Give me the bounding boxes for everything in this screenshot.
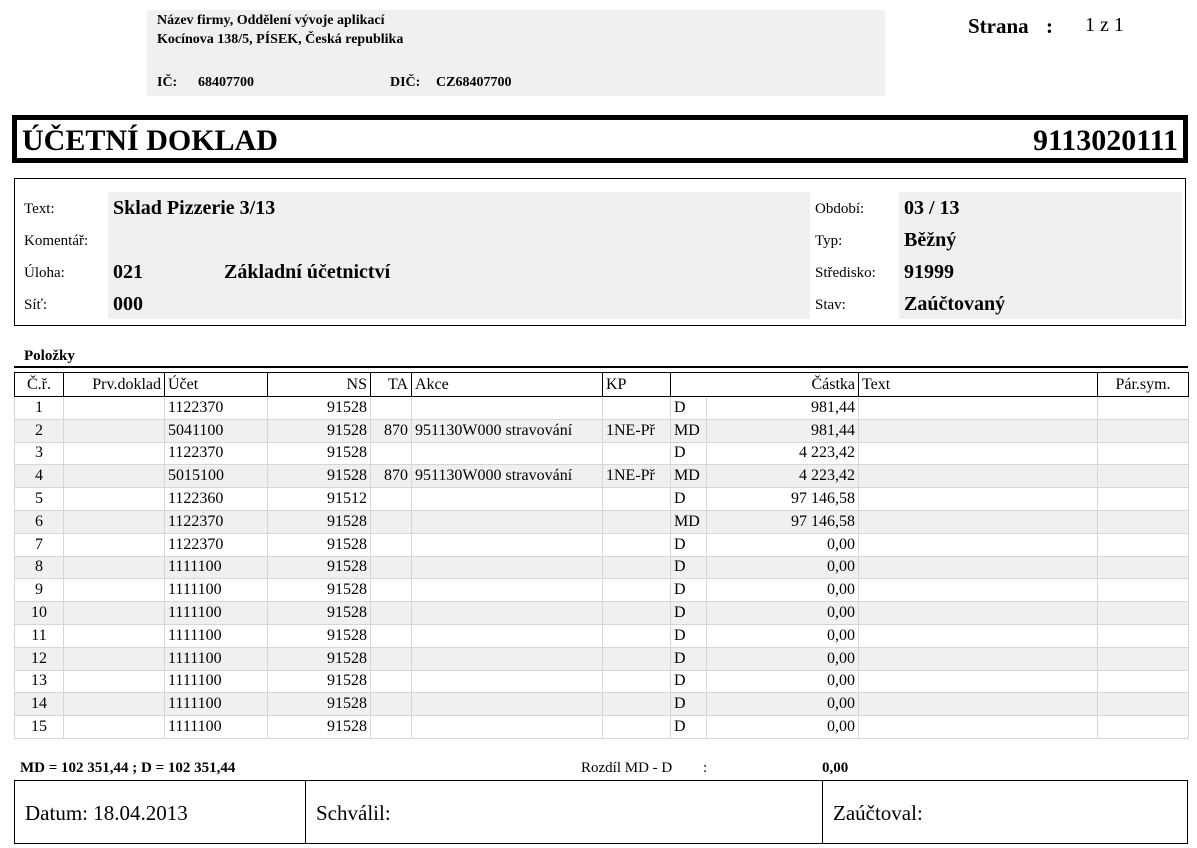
cell-amount: 0,00	[707, 602, 859, 625]
cell-text	[859, 670, 1098, 693]
col-header-primary-doc: Prv.doklad	[64, 373, 165, 397]
text-value: Sklad Pizzerie 3/13	[113, 197, 276, 219]
cell-action	[412, 510, 603, 533]
cell-amount: 0,00	[707, 533, 859, 556]
period-value: 03 / 13	[904, 197, 960, 219]
cell-row-number: 13	[15, 670, 64, 693]
cell-account: 1122370	[165, 510, 268, 533]
cell-side: D	[671, 670, 707, 693]
cell-text	[859, 602, 1098, 625]
cell-ns: 91528	[268, 419, 371, 442]
cell-side: D	[671, 624, 707, 647]
cell-row-number: 11	[15, 624, 64, 647]
cell-text	[859, 533, 1098, 556]
cell-pair-symbol	[1098, 556, 1189, 579]
cell-text	[859, 693, 1098, 716]
cell-ns: 91528	[268, 693, 371, 716]
cell-side: D	[671, 442, 707, 465]
cell-account: 1122370	[165, 442, 268, 465]
cell-side: D	[671, 716, 707, 739]
table-row	[15, 624, 1189, 647]
cell-ta	[371, 556, 412, 579]
cell-row-number: 9	[15, 579, 64, 602]
net-label: Síť:	[24, 297, 48, 313]
page-colon: :	[1046, 14, 1053, 38]
cell-ta	[371, 647, 412, 670]
cell-primary-doc	[64, 556, 165, 579]
cell-amount: 0,00	[707, 579, 859, 602]
cell-primary-doc	[64, 397, 165, 420]
cell-ns: 91528	[268, 442, 371, 465]
cell-kp	[603, 442, 671, 465]
table-row	[15, 442, 1189, 465]
cell-amount: 0,00	[707, 716, 859, 739]
items-table	[14, 372, 1189, 739]
cell-pair-symbol	[1098, 510, 1189, 533]
cell-ta	[371, 533, 412, 556]
cell-text	[859, 647, 1098, 670]
cell-amount: 981,44	[707, 419, 859, 442]
cell-pair-symbol	[1098, 488, 1189, 511]
document-title: ÚČETNÍ DOKLAD	[22, 124, 278, 157]
ic-value: 68407700	[198, 75, 254, 90]
col-header-amount: Částka	[707, 373, 859, 397]
cell-side: D	[671, 488, 707, 511]
table-row	[15, 465, 1189, 488]
cell-text	[859, 397, 1098, 420]
totals-summary: MD = 102 351,44 ; D = 102 351,44	[20, 760, 236, 776]
table-row	[15, 488, 1189, 511]
cell-amount: 981,44	[707, 397, 859, 420]
items-title: Položky	[24, 348, 75, 364]
cell-ns: 91528	[268, 602, 371, 625]
cell-amount: 0,00	[707, 693, 859, 716]
cell-ta: 870	[371, 419, 412, 442]
approved-label: Schválil:	[316, 801, 391, 825]
cell-account: 1111100	[165, 647, 268, 670]
cell-kp	[603, 556, 671, 579]
cell-amount: 0,00	[707, 670, 859, 693]
cell-kp	[603, 716, 671, 739]
net-value: 000	[113, 293, 143, 315]
table-row	[15, 693, 1189, 716]
page-label: Strana	[968, 14, 1029, 38]
cell-action	[412, 693, 603, 716]
cell-ns: 91528	[268, 647, 371, 670]
col-header-side	[671, 373, 707, 397]
cell-ns: 91528	[268, 465, 371, 488]
cell-ns: 91528	[268, 533, 371, 556]
cell-ns: 91528	[268, 716, 371, 739]
cell-primary-doc	[64, 510, 165, 533]
cell-kp: 1NE-Př	[603, 465, 671, 488]
cell-text	[859, 624, 1098, 647]
cell-ta	[371, 670, 412, 693]
text-label: Text:	[24, 201, 55, 217]
cell-action: 951130W000 stravování	[412, 465, 603, 488]
cell-pair-symbol	[1098, 579, 1189, 602]
cell-action	[412, 556, 603, 579]
cell-kp	[603, 510, 671, 533]
cell-primary-doc	[64, 624, 165, 647]
cell-row-number: 2	[15, 419, 64, 442]
cell-ns: 91528	[268, 556, 371, 579]
col-header-text: Text	[859, 373, 1098, 397]
company-address: Kocínova 138/5, PÍSEK, Česká republika	[157, 32, 404, 47]
cell-amount: 97 146,58	[707, 488, 859, 511]
page-value: 1 z 1	[1085, 14, 1124, 36]
cell-ta	[371, 579, 412, 602]
cell-ns: 91528	[268, 579, 371, 602]
cell-row-number: 5	[15, 488, 64, 511]
items-header-row	[15, 373, 1189, 397]
cell-kp	[603, 397, 671, 420]
cell-row-number: 10	[15, 602, 64, 625]
center-label: Středisko:	[815, 265, 876, 281]
company-name: Název firmy, Oddělení vývoje aplikací	[157, 13, 385, 28]
cell-row-number: 4	[15, 465, 64, 488]
cell-kp	[603, 602, 671, 625]
center-value: 91999	[904, 261, 954, 283]
table-row	[15, 556, 1189, 579]
cell-account: 1122360	[165, 488, 268, 511]
cell-account: 5041100	[165, 419, 268, 442]
posted-label: Zaúčtoval:	[833, 801, 923, 825]
cell-row-number: 15	[15, 716, 64, 739]
cell-kp: 1NE-Př	[603, 419, 671, 442]
cell-side: D	[671, 397, 707, 420]
signature-box	[14, 780, 1188, 844]
cell-action: 951130W000 stravování	[412, 419, 603, 442]
table-row	[15, 602, 1189, 625]
table-row	[15, 670, 1189, 693]
difference-colon: :	[703, 760, 708, 776]
cell-side: MD	[671, 510, 707, 533]
cell-side: D	[671, 556, 707, 579]
state-value: Zaúčtovaný	[904, 293, 1006, 315]
table-row	[15, 579, 1189, 602]
task-name: Základní účetnictví	[224, 261, 391, 283]
cell-kp	[603, 579, 671, 602]
cell-amount: 0,00	[707, 647, 859, 670]
cell-pair-symbol	[1098, 533, 1189, 556]
cell-action	[412, 533, 603, 556]
approved-cell	[306, 781, 823, 843]
cell-action	[412, 716, 603, 739]
type-label: Typ:	[815, 233, 843, 249]
cell-side: D	[671, 579, 707, 602]
state-label: Stav:	[815, 297, 846, 313]
cell-kp	[603, 488, 671, 511]
cell-row-number: 8	[15, 556, 64, 579]
cell-primary-doc	[64, 647, 165, 670]
cell-row-number: 3	[15, 442, 64, 465]
cell-action	[412, 602, 603, 625]
posted-cell	[823, 781, 1187, 843]
table-row	[15, 397, 1189, 420]
cell-ta	[371, 693, 412, 716]
cell-account: 1111100	[165, 716, 268, 739]
cell-pair-symbol	[1098, 647, 1189, 670]
date-cell	[15, 781, 306, 843]
ic-label: IČ:	[157, 75, 178, 90]
cell-text	[859, 579, 1098, 602]
cell-side: MD	[671, 419, 707, 442]
col-header-pair-symbol: Pár.sym.	[1098, 373, 1189, 397]
cell-ns: 91528	[268, 510, 371, 533]
cell-account: 5015100	[165, 465, 268, 488]
cell-account: 1111100	[165, 579, 268, 602]
cell-kp	[603, 647, 671, 670]
cell-primary-doc	[64, 716, 165, 739]
cell-amount: 4 223,42	[707, 442, 859, 465]
cell-primary-doc	[64, 579, 165, 602]
task-code: 021	[113, 261, 143, 283]
cell-pair-symbol	[1098, 465, 1189, 488]
table-row	[15, 510, 1189, 533]
cell-primary-doc	[64, 442, 165, 465]
date-text: Datum: 18.04.2013	[25, 801, 188, 825]
cell-side: MD	[671, 465, 707, 488]
cell-action	[412, 442, 603, 465]
cell-text	[859, 419, 1098, 442]
cell-action	[412, 647, 603, 670]
cell-row-number: 7	[15, 533, 64, 556]
cell-pair-symbol	[1098, 602, 1189, 625]
cell-ta: 870	[371, 465, 412, 488]
cell-pair-symbol	[1098, 693, 1189, 716]
title-box	[12, 115, 1188, 163]
cell-account: 1111100	[165, 624, 268, 647]
cell-ta	[371, 397, 412, 420]
cell-account: 1111100	[165, 693, 268, 716]
cell-account: 1111100	[165, 556, 268, 579]
cell-row-number: 14	[15, 693, 64, 716]
col-header-kp: KP	[603, 373, 671, 397]
table-row	[15, 647, 1189, 670]
cell-ta	[371, 624, 412, 647]
dic-value: CZ68407700	[436, 75, 512, 90]
cell-side: D	[671, 602, 707, 625]
cell-account: 1111100	[165, 670, 268, 693]
cell-pair-symbol	[1098, 442, 1189, 465]
cell-side: D	[671, 647, 707, 670]
cell-ns: 91512	[268, 488, 371, 511]
cell-kp	[603, 533, 671, 556]
cell-action	[412, 488, 603, 511]
document-info	[14, 178, 1186, 326]
cell-account: 1122370	[165, 533, 268, 556]
col-header-ta: TA	[371, 373, 412, 397]
cell-action	[412, 670, 603, 693]
cell-primary-doc	[64, 602, 165, 625]
cell-primary-doc	[64, 419, 165, 442]
cell-account: 1111100	[165, 602, 268, 625]
cell-primary-doc	[64, 533, 165, 556]
cell-amount: 0,00	[707, 556, 859, 579]
cell-text	[859, 442, 1098, 465]
items-divider	[14, 366, 1188, 368]
cell-kp	[603, 693, 671, 716]
cell-ta	[371, 442, 412, 465]
dic-label: DIČ:	[390, 75, 421, 90]
cell-ns: 91528	[268, 624, 371, 647]
cell-ns: 91528	[268, 670, 371, 693]
table-row	[15, 533, 1189, 556]
cell-ta	[371, 510, 412, 533]
comment-label: Komentář:	[24, 233, 89, 249]
cell-side: D	[671, 693, 707, 716]
period-label: Období:	[815, 201, 865, 217]
table-row	[15, 716, 1189, 739]
cell-kp	[603, 670, 671, 693]
cell-ta	[371, 716, 412, 739]
col-header-action: Akce	[412, 373, 603, 397]
company-header	[147, 10, 885, 96]
cell-pair-symbol	[1098, 624, 1189, 647]
cell-ta	[371, 488, 412, 511]
cell-row-number: 1	[15, 397, 64, 420]
cell-text	[859, 465, 1098, 488]
difference-value: 0,00	[822, 760, 849, 776]
cell-pair-symbol	[1098, 419, 1189, 442]
cell-action	[412, 624, 603, 647]
cell-row-number: 6	[15, 510, 64, 533]
difference-label: Rozdíl MD - D	[581, 760, 673, 776]
cell-primary-doc	[64, 465, 165, 488]
cell-text	[859, 716, 1098, 739]
cell-action	[412, 397, 603, 420]
cell-primary-doc	[64, 488, 165, 511]
cell-ns: 91528	[268, 397, 371, 420]
cell-action	[412, 579, 603, 602]
cell-kp	[603, 624, 671, 647]
cell-text	[859, 488, 1098, 511]
cell-amount: 97 146,58	[707, 510, 859, 533]
col-header-account: Účet	[165, 373, 268, 397]
cell-account: 1122370	[165, 397, 268, 420]
cell-ta	[371, 602, 412, 625]
cell-row-number: 12	[15, 647, 64, 670]
task-label: Úloha:	[24, 265, 65, 281]
col-header-row-number: Č.ř.	[15, 373, 64, 397]
cell-amount: 4 223,42	[707, 465, 859, 488]
cell-pair-symbol	[1098, 670, 1189, 693]
cell-amount: 0,00	[707, 624, 859, 647]
document-number: 9113020111	[1032, 124, 1178, 157]
table-row	[15, 419, 1189, 442]
col-header-ns: NS	[268, 373, 371, 397]
cell-text	[859, 556, 1098, 579]
cell-primary-doc	[64, 693, 165, 716]
cell-text	[859, 510, 1098, 533]
cell-pair-symbol	[1098, 397, 1189, 420]
cell-side: D	[671, 533, 707, 556]
type-value: Běžný	[904, 229, 957, 251]
cell-primary-doc	[64, 670, 165, 693]
cell-pair-symbol	[1098, 716, 1189, 739]
